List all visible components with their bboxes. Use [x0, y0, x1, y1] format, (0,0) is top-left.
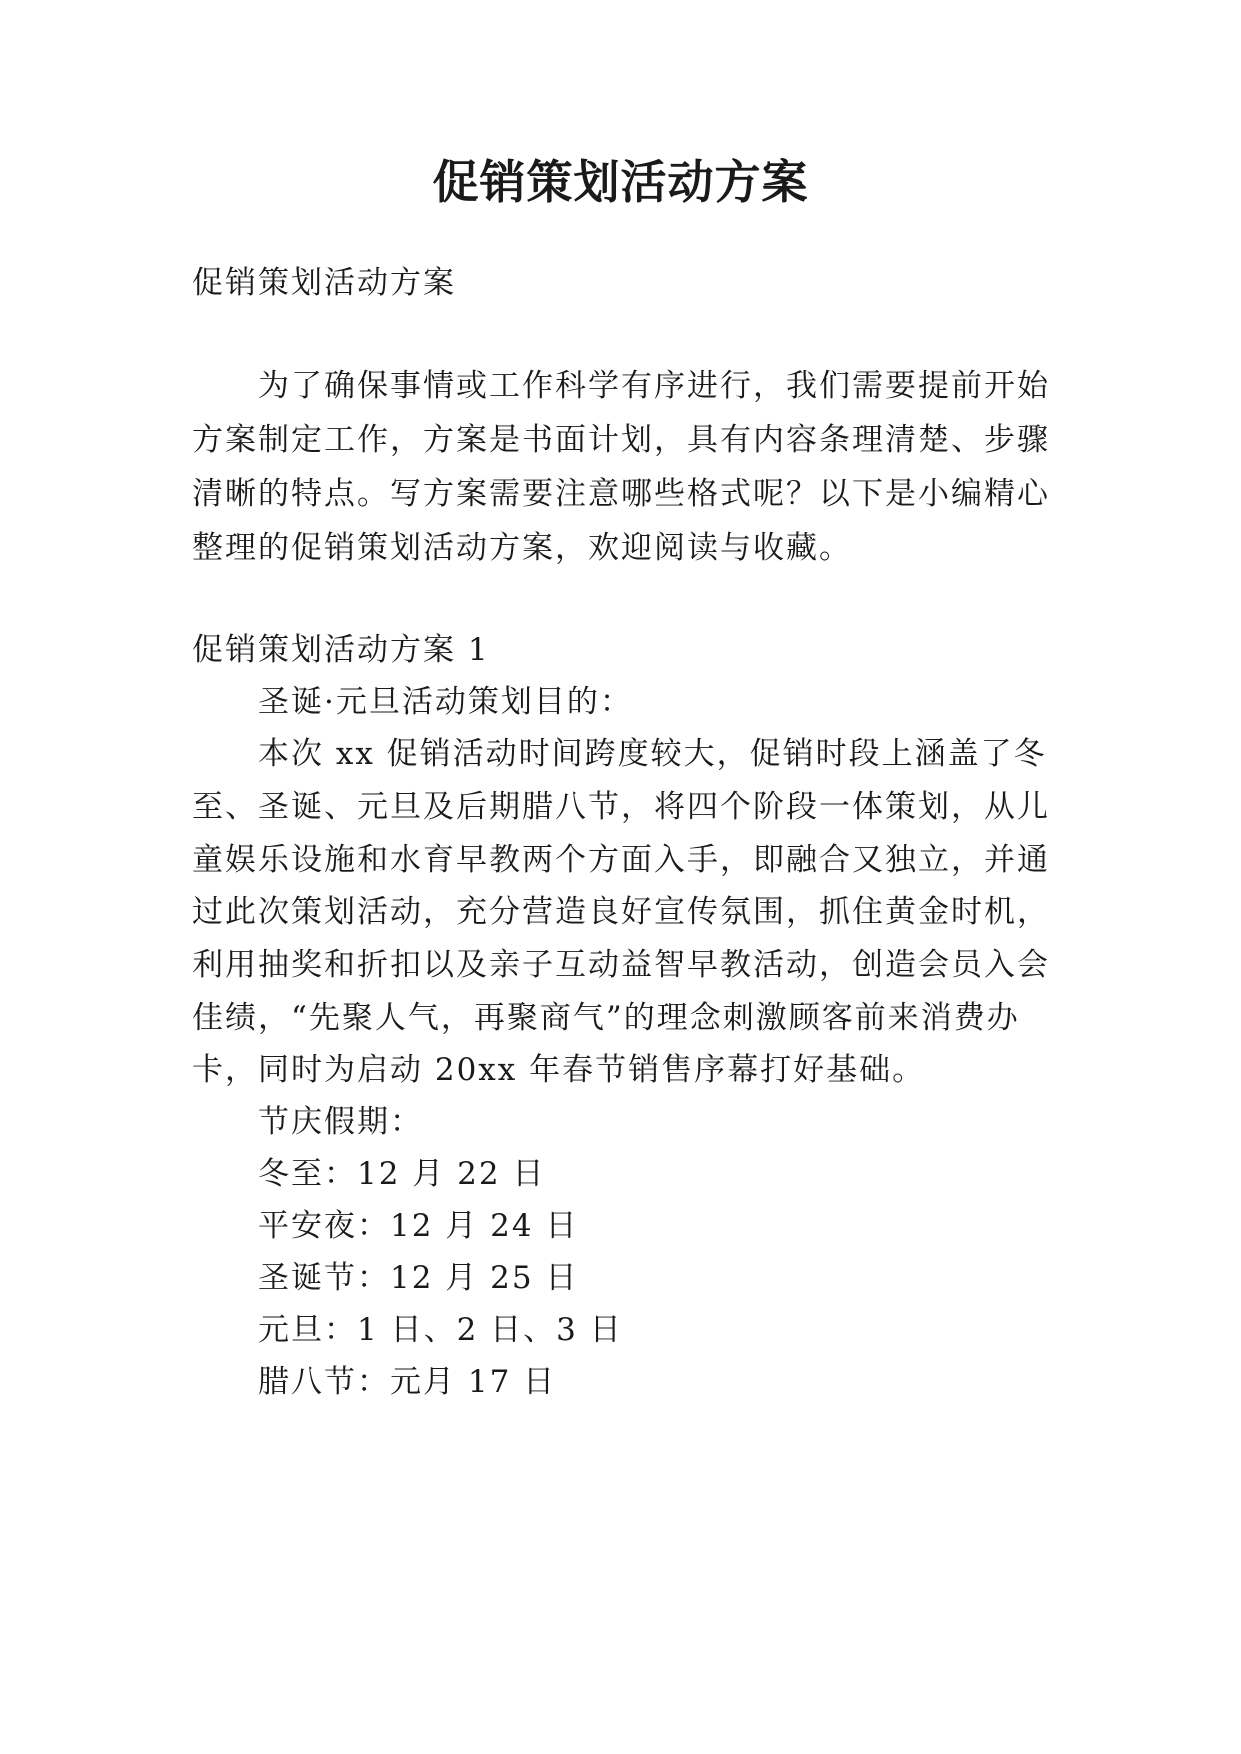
document-subtitle: 促销策划活动方案 — [192, 265, 456, 301]
holiday-item: 元旦：1 日、2 日、3 日 — [258, 1312, 623, 1348]
holiday-item: 腊八节：元月 17 日 — [258, 1364, 557, 1400]
document-title: 促销策划活动方案 — [432, 155, 809, 209]
purpose-line: 至、圣诞、元旦及后期腊八节，将四个阶段一体策划，从儿 — [192, 789, 1050, 825]
purpose-line: 童娱乐设施和水育早教两个方面入手，即融合又独立，并通 — [192, 842, 1050, 878]
holiday-item: 冬至：12 月 22 日 — [258, 1156, 546, 1192]
section-heading: 促销策划活动方案 1 — [192, 632, 490, 668]
purpose-line: 卡，同时为启动 20xx 年春节销售序幕打好基础。 — [192, 1052, 926, 1088]
holiday-item: 平安夜：12 月 24 日 — [258, 1208, 579, 1244]
intro-line: 为了确保事情或工作科学有序进行，我们需要提前开始 — [258, 368, 1050, 404]
purpose-line: 过此次策划活动，充分营造良好宣传氛围，抓住黄金时机， — [192, 894, 1050, 930]
purpose-heading: 圣诞·元旦活动策划目的： — [258, 684, 633, 720]
purpose-line: 本次 xx 促销活动时间跨度较大，促销时段上涵盖了冬 — [258, 736, 1047, 772]
holiday-item: 圣诞节：12 月 25 日 — [258, 1260, 579, 1296]
intro-line: 方案制定工作，方案是书面计划，具有内容条理清楚、步骤 — [192, 422, 1050, 458]
intro-line: 清晰的特点。写方案需要注意哪些格式呢？以下是小编精心 — [192, 476, 1050, 512]
intro-line: 整理的促销策划活动方案，欢迎阅读与收藏。 — [192, 530, 852, 566]
purpose-line: 利用抽奖和折扣以及亲子互动益智早教活动，创造会员入会 — [192, 947, 1050, 983]
holiday-heading: 节庆假期： — [258, 1104, 423, 1140]
purpose-line: 佳绩，“先聚人气，再聚商气”的理念刺激顾客前来消费办 — [192, 1000, 1020, 1036]
